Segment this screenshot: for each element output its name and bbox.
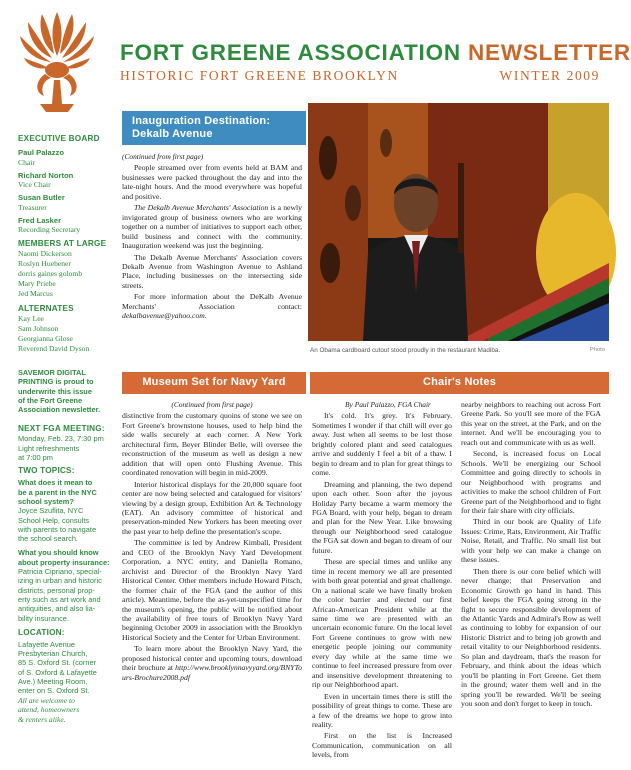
- member-name: Naomi Dickerson: [18, 249, 72, 258]
- subtitle-location: HISTORIC FORT GREENE BROOKLYN: [120, 68, 399, 83]
- photo-credit: Photo: [589, 347, 605, 353]
- alternates-heading: ALTERNATES: [18, 304, 74, 313]
- member-name: Jed Marcus: [18, 289, 53, 298]
- topics-heading: TWO TOPICS:: [18, 466, 75, 476]
- chairs-notes-column-2: [461, 400, 601, 711]
- location-line: Lafayette Avenue: [18, 639, 75, 649]
- inauguration-article: [122, 152, 302, 323]
- alternate-name: Georgianna Glose: [18, 334, 73, 343]
- article-paragraph: It's cold. It's grey. It's February. Sometimes I wonder if that chill will ever go away. Just when all seems to be lost those brightly colored plant and seed catalogues arrive and suddenly I feel a bit of a thaw. I begin to dream and to plan for great things to come.: [312, 411, 452, 478]
- location-line: enter on S. Oxford St.: [18, 686, 90, 696]
- anthemion-logo: [18, 8, 96, 120]
- brochure-link[interactable]: http://www.brooklynnavyyard.org/BNYTours-Brochure2008.pdf: [122, 663, 302, 682]
- title-part-2: NEWSLETTER: [467, 40, 631, 65]
- article-paragraph: Second, is increased focus on Local Schools. We'll be energizing our School Committee and going directly to schools in our Neighborhood with programs and activities to make the school children of Fort Greene part of the Neighborhood and to fight for their fair share with city officials.: [461, 449, 601, 515]
- newsletter-title: [120, 40, 631, 66]
- sponsor-line: Association newsletter.: [18, 405, 101, 415]
- sidebar: [18, 134, 112, 724]
- topic-answer: with parents to navigate: [18, 524, 97, 534]
- continued-note: (Continued from first page): [171, 400, 253, 409]
- obama-cutout-photo: [308, 103, 609, 341]
- topic-question: What does it mean to: [18, 478, 93, 488]
- alternate-name: Sam Johnson: [18, 324, 59, 333]
- inauguration-heading: [122, 111, 306, 145]
- sponsor-line: of the Fort Greene: [18, 395, 83, 405]
- article-paragraph: Third in our book are Quality of Life Issues: Crime, Rats, Environment, Air Traffic Noise, Retail, and Traffic. No small list but with your help we can make a change on these issues.: [461, 517, 601, 565]
- location-line: Presbyterian Church,: [18, 649, 88, 659]
- welcome-line: & renters alike.: [18, 714, 66, 724]
- topic-answer: districts, personal prop-: [18, 585, 95, 595]
- chairs-notes-heading-text: Chair's Notes: [422, 376, 497, 388]
- article-paragraph: These are special times and unlike any time in recent memory we all are presented with both great potential and great challenge. On a national scale we have finally broken the color barrier and elected our first African-American President while at the same time we are presented with an uncertain economic future. On the local level Fort Greene continues to grow with new energetic people joining our community every day while at the same time we continue to feel increased pressure from over and insensitive development threatening to rip our Neighborhood apart.: [312, 557, 452, 690]
- article-paragraph: The committee is led by Andrew Kimball, President and CEO of the Brooklyn Navy Yard Development Corporation, a NYC entity, and Daniella Romano, archivist and Director of the Brooklyn Navy Yard Historical Center. Other members include Howard Pitsch, the former chair of the FGA (and the author of this article). Meantime, before the as-yet-unspecified time for the museum's opening, the public will be notified about the availability of free tours of Brooklyn Navy Yard beginning October 2009 in association with the Brooklyn Historical Society and the Center for Urban Environment.: [122, 538, 302, 642]
- board-member-name: Fred Lasker: [18, 215, 62, 225]
- next-meeting-heading: NEXT FGA MEETING:: [18, 424, 105, 434]
- topic-answer: the school search.: [18, 534, 78, 544]
- topic-answer: izing in urban and historic: [18, 576, 102, 586]
- topic-answer: School Help, consults: [18, 515, 90, 525]
- board-member-name: Susan Butler: [18, 193, 65, 202]
- article-paragraph: Then there is our core belief which will never change; that Preservation and Economic Growth go hand in hand. This belief keeps the FGA going strong in the fight to secure responsible development of the Atlantic Yards and Admiral's Row as well as continuing to lobby for expansion of our Historic District and to bring job growth and retail vitality to our Neighborhood residents. So plan and daydream, that's the reason for February, and think about the ideas which you'll be planting in Fort Greene. Get them in the ground; water them well and in the spring you'll be rewarded. We'll be seeing you soon and don't forget to keep in touch.: [461, 566, 601, 709]
- welcome-line: All are welcome to: [18, 695, 75, 705]
- article-paragraph: distinctive from the customary quoins of stone we see on Fort Greene's brownstone houses, used to help bind the side walls securely at each corner. A New York architectural firm, Beyer Blinder Belle, will oversee the reconstruction of the museum as well as design a new addition that will open onto Flushing Avenue. This coordinated renovation will begin in mid-2009.: [122, 411, 302, 478]
- subtitle-issue: WINTER 2009: [499, 68, 600, 83]
- topic-answer: Joyce Szuflita, NYC: [18, 506, 84, 516]
- topic-answer: Patricia Cipriano, special-: [18, 567, 102, 577]
- chairs-notes-byline: By Paul Palazzo, FGA Chair: [345, 400, 431, 409]
- museum-article: [122, 400, 302, 684]
- article-paragraph: [122, 644, 302, 682]
- paragraph-text: To learn more about the Brooklyn Navy Yard, the proposed historical center and upcoming tours, download their brochure at: [122, 644, 302, 673]
- topic-answer: erty such as art work and: [18, 594, 101, 604]
- topic-question: be a parent in the NYC: [18, 487, 97, 497]
- article-paragraph: [122, 203, 302, 250]
- article-paragraph: People streamed over from events held at BAM and businesses were packed throughout the day and into the late-night hours. And the mood everywhere was hopeful and positive.: [122, 163, 302, 201]
- inauguration-heading-line-2: Dekalb Avenue: [132, 128, 213, 140]
- article-paragraph: [122, 292, 302, 320]
- board-member-role: Vice Chair: [18, 180, 51, 189]
- museum-heading-text: Museum Set for Navy Yard: [142, 376, 286, 388]
- paragraph-text: For more information about the DeKalb Avenue Merchants' Association contact:: [122, 292, 302, 311]
- sponsor-line: SAVEMOR DIGITAL: [18, 368, 86, 377]
- board-member-name: Richard Norton: [18, 170, 74, 180]
- sponsor-note: [18, 368, 112, 414]
- association-name: The Dekalb Avenue Merchants' Association: [134, 203, 269, 213]
- location-line: Ave.) Meeting Room,: [18, 677, 88, 687]
- newsletter-subtitle: [120, 68, 600, 84]
- members-list: [18, 249, 112, 299]
- member-name: Roslyn Huebener: [18, 259, 71, 268]
- meeting-date: Monday, Feb. 23, 7:30 pm: [18, 434, 104, 444]
- inauguration-heading-line-1: Inauguration Destination:: [132, 115, 271, 127]
- location-line: 85 S. Oxford St. (corner: [18, 658, 97, 668]
- member-name: dorris gaines golomb: [18, 269, 83, 278]
- article-paragraph: nearby neighbors to reaching out across Fort Greene Park. So you'll see more of the FGA this year on the street, at the Park, and on the internet. And we'll be encouraging you to reach out and communicate with us as well.: [461, 400, 601, 447]
- article-paragraph: First on the list is Increased Communication, communication on all levels, from: [312, 731, 452, 760]
- topic-question: What you should know: [18, 548, 99, 558]
- location-heading: LOCATION:: [18, 627, 65, 637]
- alternates-list: [18, 314, 112, 354]
- members-at-large-heading: MEMBERS AT LARGE: [18, 239, 107, 248]
- alternate-name: Kay Lee: [18, 314, 44, 323]
- contact-email-link[interactable]: dekalbavenue@yahoo.com.: [122, 311, 207, 321]
- member-name: Mary Priebe: [18, 279, 56, 288]
- welcome-line: attend, homeowners: [18, 705, 80, 715]
- article-paragraph: Even in uncertain times there is still the possibility of great things to come. These are a few of the dreams we hope to grow into reality.: [312, 691, 452, 729]
- paragraph-text: is a newly invigorated group of business owners who are working together on a number of initiatives to support each other, build business and connect with the community. Inauguration weekend was just the beginning.: [122, 203, 302, 251]
- board-member-role: Recording Secretary: [18, 225, 81, 234]
- topic-question: school system?: [18, 496, 74, 506]
- meeting-refreshments-time: at 7:00 pm: [18, 453, 53, 463]
- article-paragraph: The Dekalb Avenue Merchants' Association covers Dekalb Avenue from Washington Avenue to Ashland Place, including businesses on the intersecting side streets.: [122, 252, 302, 290]
- exec-board-heading: EXECUTIVE BOARD: [18, 134, 100, 143]
- sponsor-line: underwrite this issue: [18, 386, 92, 396]
- meeting-refreshments: Light refreshments: [18, 443, 80, 453]
- chairs-notes-heading: [310, 372, 609, 394]
- board-member-role: Chair: [18, 157, 35, 167]
- board-member-name: Paul Palazzo: [18, 148, 65, 157]
- article-paragraph: Interior historical displays for the 20,000 square foot center are now being selected and catalogued for visitors' viewing by a design group, Exhibition Art & Technology (EAT). An advisory committee of historical and preservation-minded New Yorkers has been meeting over the past year to help define the presentation's scope.: [122, 479, 302, 536]
- topic-answer: bility insurance.: [18, 613, 69, 623]
- museum-heading: [122, 372, 306, 394]
- topic-answer: antiquities, and also lia-: [18, 604, 96, 614]
- photo-caption: An Obama cardboard cutout stood proudly in the restaurant Madiba.: [310, 347, 501, 354]
- alternate-name: Reverend David Dyson: [18, 344, 90, 353]
- chairs-notes-column-1: [312, 400, 452, 762]
- topic-question: about property insurance:: [18, 557, 110, 567]
- sponsor-line: PRINTING is proud to: [18, 377, 94, 387]
- title-part-1: FORT GREENE ASSOCIATION: [120, 40, 461, 65]
- board-member-role: Treasurer: [18, 202, 47, 212]
- continued-note: (Continued from first page): [122, 152, 204, 161]
- article-paragraph: Dreaming and planning, the two depend upon each other. Soon after the joyous Holiday Party became a warm memory the FGA Board, with your help, began to dream and plan for the New Year. Like browsing through our Neighborhood seed catalogue the FGA sat down and began to dream of our future.: [312, 479, 452, 555]
- location-line: of S. Oxford & Lafayette: [18, 667, 97, 677]
- exec-board-list: [18, 148, 112, 234]
